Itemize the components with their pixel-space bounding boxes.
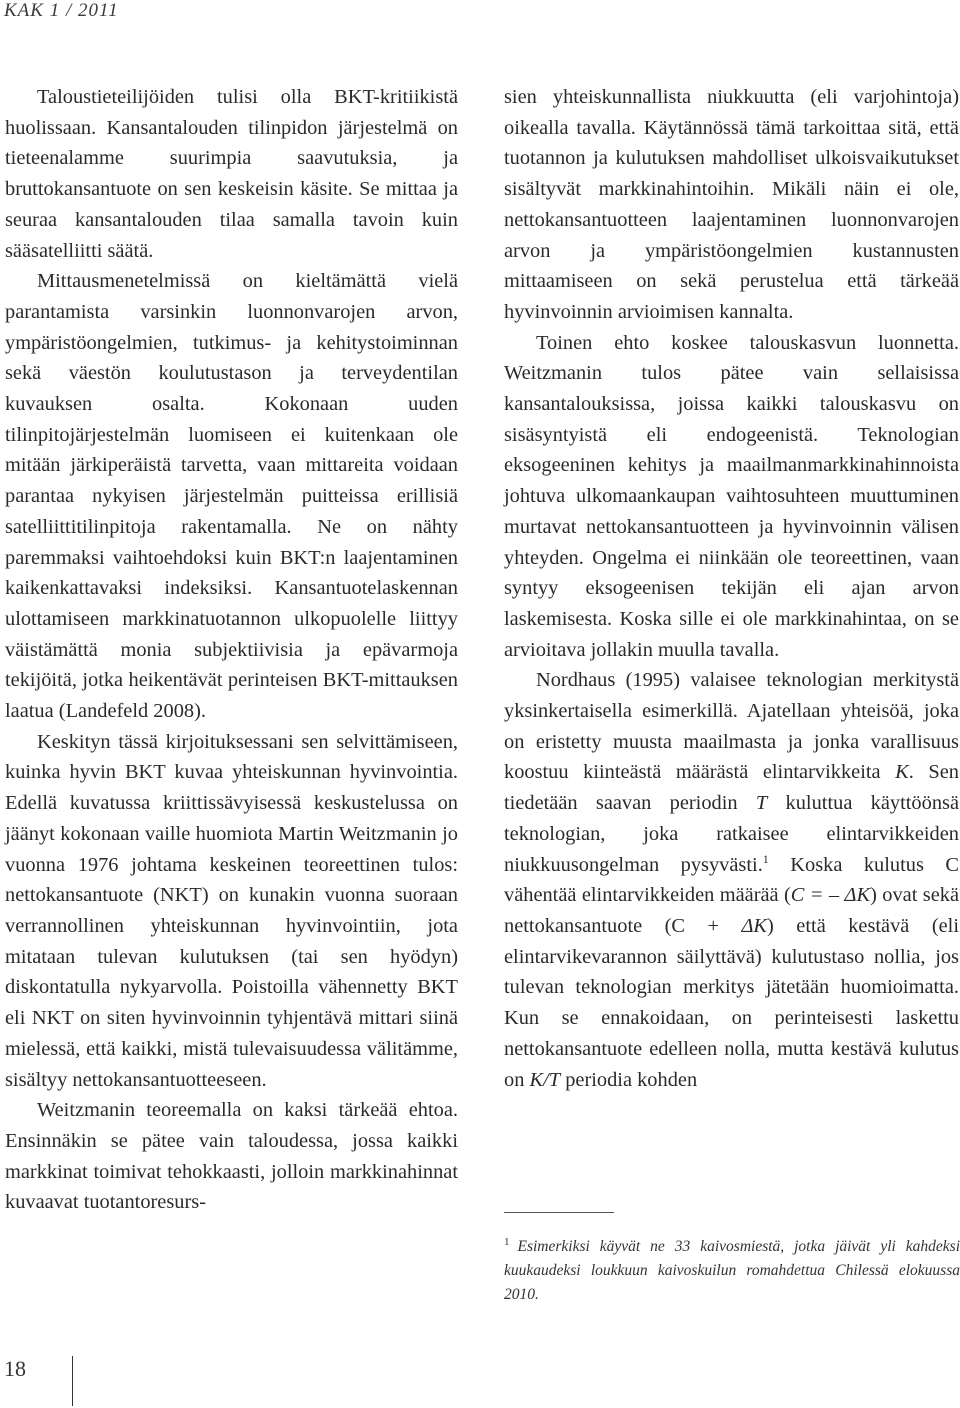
paragraph: Taloustieteilijöiden tulisi olla BKT-kritiikistä huolissaan. Kansantalouden tilinpidon järjestelmä on tieteenalamme suurimpia saavutuksia, ja bruttokansantuote on sen keskeisin käsite. Se mittaa ja seuraa kansantalouden tilaa samalla tavoin kuin sääsatelliitti säätä. [5,86,458,262]
page-number: 18 [4,1356,26,1381]
paragraph: Nordhaus (1995) valaisee teknologian merkitystä yksinkertaisella esimerkillä. Ajatellaan yhteisöä, joka on eristetty muusta maailmasta ja jonka varallisuus koostuu kiinteästä määrästä elintarvikkeita K. Sen tiedetään saavan periodin T kuluttua käyttöönsä teknologian, joka ratkaisee elintarvikkeiden niukkuusongelman pysyvästi.$^1$ Koska kulutus C vähentää elintarvikkeiden määrää (C = – ΔK) ovat sekä nettokansantuote (C + ΔK) että kestävä (eli elintarvikevarannon säilyttävä) kulutustaso nollia, jos tulevan teknologian merkitys jätetään huomioimatta. Kun se ennakoidaan, on perinteisesti laskettu nettokansantuote edelleen nolla, mutta kestävä kulutus on K/T periodia kohden [504,669,960,1091]
paragraph: Toinen ehto koskee talouskasvun luonnetta. Weitzmanin tulos pätee vain sellaisissa kansantalouksissa, joissa kaikki talouskasvu on sisäsyntyistä eli endogeenistä. Teknologian eksogeeninen kehitys ja maailmanmarkkinahinnoista johtuva ulkomaankaupan vaihtosuhteen muuttuminen murtavat nettokansantuotteen ja hyvinvoinnin välisen yhteyden. Ongelma ei niinkään ole teoreettinen, vaan syntyy eksogeenisen tekijän eli ajan arvon laskemisesta. Koska sille ei ole markkinahintaa, on se arvioitava jollakin muulla tavalla. [504,331,959,661]
running-header: KAK 1 / 2011 [4,0,119,21]
footnote-text: Esimerkiksi käyvät ne 33 kaivosmiestä, jotka jäivät yli kahdeksi kuukaudeksi loukkuun kaivoskuilun romahdettua Chilessä elokuussa 2010. [504,1238,960,1304]
right-column [504,82,959,1095]
footnote-mark: 1 [504,1236,510,1248]
paragraph: Weitzmanin teoreemalla on kaksi tärkeää ehtoa. Ensinnäkin se pätee vain taloudessa, jossa kaikki markkinat toimivat tehokkaasti, jolloin markkinahinnat kuvaavat tuotantoresurs- [5,1099,458,1214]
left-column [5,82,458,1218]
page-number-divider [72,1356,73,1406]
paragraph: sien yhteiskunnallista niukkuutta (eli varjohintoja) oikealla tavalla. Käytännössä tämä tarkoittaa sitä, että tuotannon ja kulutuksen mahdolliset ulkoisvaikutukset sisältyvät markkinahintoihin. Mikäli näin ei ole, nettokansantuotteen laajentaminen luonnonvarojen arvon ja ympäristöongelmien kustannusten mittaamiseen on sekä perustelua että tärkeää hyvinvoinnin arvioimisen kannalta. [504,86,959,323]
footnote-reference[interactable]: 1 [762,851,769,866]
paragraph: Keskityn tässä kirjoituksessani sen selvittämiseen, kuinka hyvin BKT kuvaa yhteiskunnan hyvinvointia. Edellä kuvatussa kriittissävyisessä keskustelussa on jäänyt kokonaan vaille huomiota Martin Weitzmanin jo vuonna 1976 johtama keskeinen teoreettinen tulos: nettokansantuote (NKT) on kunakin vuonna suoraan verrannollinen yhteiskunnan hyvinvointiin, jota mitataan tulevan kulutuksen (tai sen hyödyn) diskontatulla nykyarvolla. Poistoilla vähennetty BKT eli NKT on siten hyvinvoinnin tyhjentävä mittari siinä mielessä, että kaikki, mistä tulevaisuudessa välitämme, sisältyy nettokansantuotteeseen. [5,730,458,1091]
paragraph: Mittausmenetelmissä on kieltämättä vielä parantamista varsinkin luonnonvarojen arvon, ympäristöongelmien, tutkimus- ja kehitystoiminnan sekä väestön koulutustason ja terveydentilan kuvauksen osalta. Kokonaan uuden tilinpitojärjestelmän luomiseen ei kuitenkaan ole mitään järkiperäistä tarvetta, vaan mittareita voidaan parantaa nykyisen järjestelmän puitteissa erillisiä satelliittitilinpitoja rakentamalla. Ne on nähty paremmaksi vaihtoehdoksi kuin BKT:n laajentaminen kaikenkattavaksi indeksiksi. Kansantuotelaskennan ulottamiseen markkinatuotannon ulkopuolelle liittyy väistämättä monia subjektiivisia ja epävarmoja tekijöitä, jotka heikentävät perinteisen BKT-mittauksen laatua (Landefeld 2008). [5,270,458,723]
footnote-divider [504,1212,614,1213]
footnote [504,1230,960,1307]
